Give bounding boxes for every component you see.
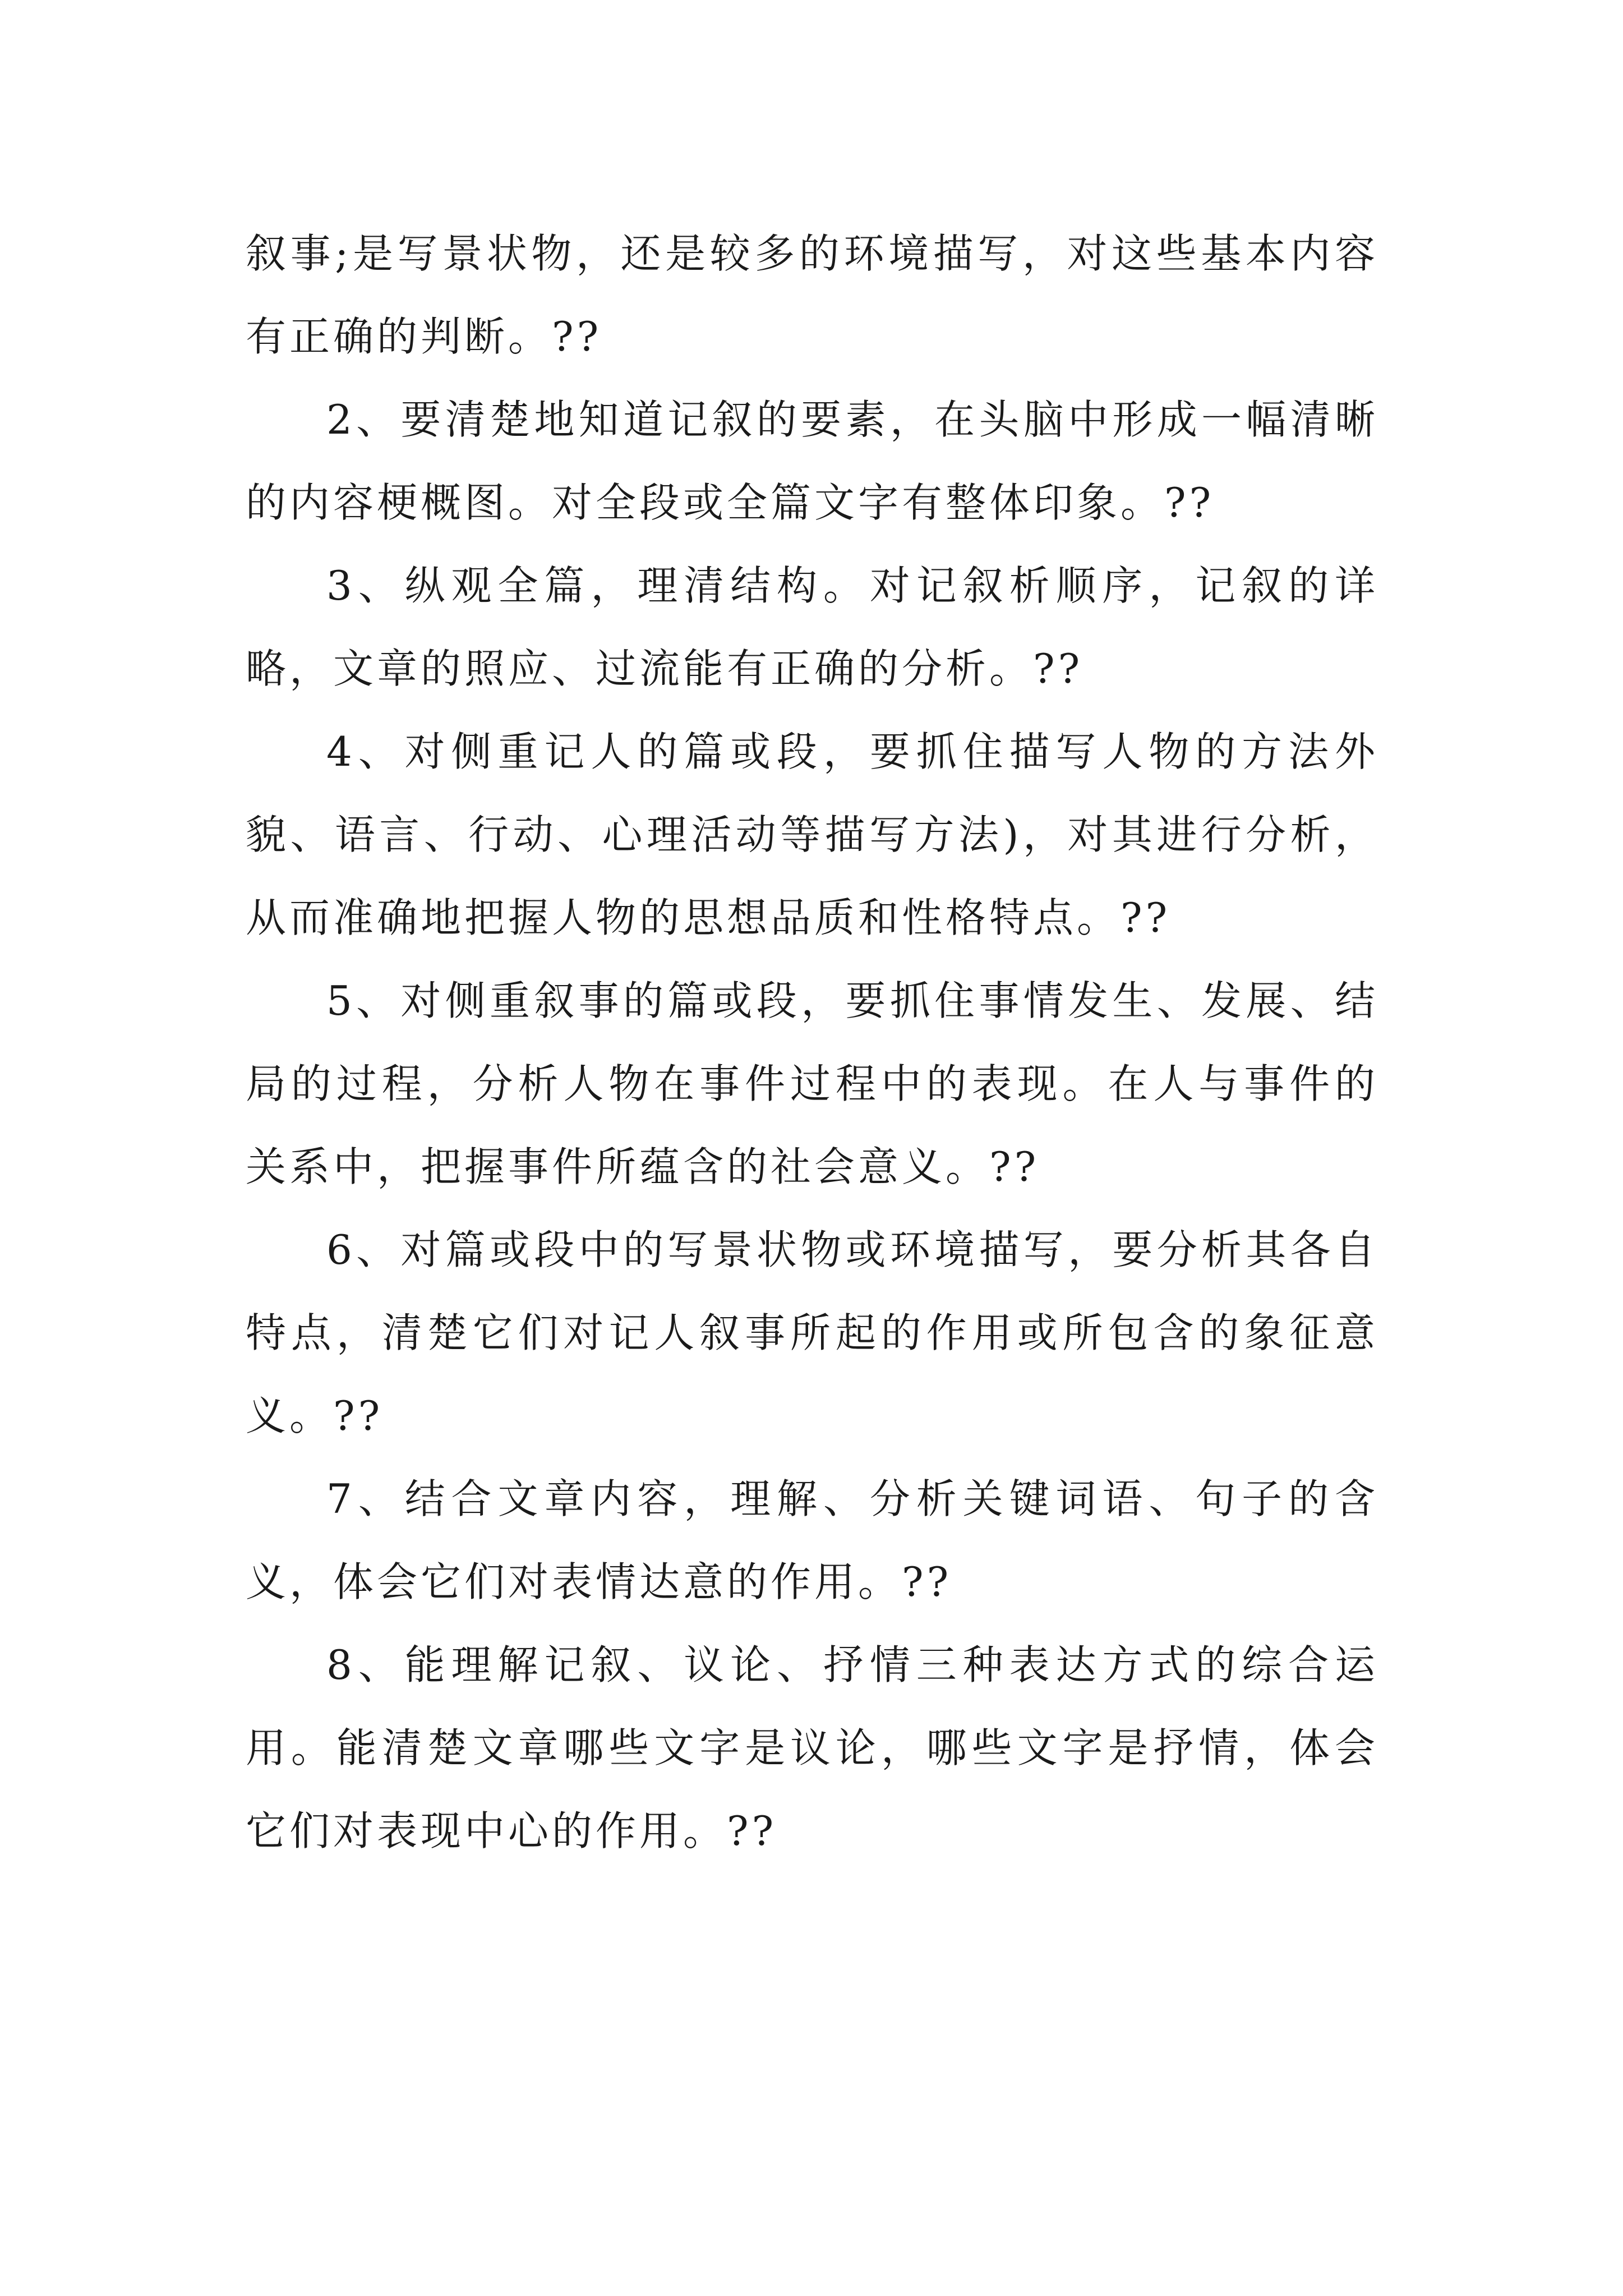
paragraph-item-5: 5、对侧重叙事的篇或段，要抓住事情发生、发展、结局的过程，分析人物在事件过程中的表现。在人与事件的关系中，把握事件所蕴含的社会意义。?? [246, 977, 1378, 1190]
paragraph-item-6: 6、对篇或段中的写景状物或环境描写，要分析其各自特点，清楚它们对记人叙事所起的作用或所包含的象征意义。?? [246, 1226, 1378, 1439]
paragraph-item-4: 4、对侧重记人的篇或段，要抓住描写人物的方法外貌、语言、行动、心理活动等描写方法)，对其进行分析，从而准确地把握人物的思想品质和性格特点。?? [246, 728, 1378, 941]
paragraph-item-2: 2、要清楚地知道记叙的要素，在头脑中形成一幅清晰的内容梗概图。对全段或全篇文字有整体印象。?? [246, 396, 1378, 526]
document-body [246, 212, 1378, 1872]
paragraph-continuation: 叙事;是写景状物，还是较多的环境描写，对这些基本内容有正确的判断。?? [246, 230, 1378, 360]
paragraph-item-7: 7、结合文章内容，理解、分析关键词语、句子的含义，体会它们对表情达意的作用。?? [246, 1475, 1378, 1605]
paragraph-item-3: 3、纵观全篇，理清结构。对记叙析顺序，记叙的详略，文章的照应、过流能有正确的分析。?? [246, 562, 1378, 692]
paragraph-item-8: 8、能理解记叙、议论、抒情三种表达方式的综合运用。能清楚文章哪些文字是议论，哪些文字是抒情，体会它们对表现中心的作用。?? [246, 1641, 1378, 1855]
